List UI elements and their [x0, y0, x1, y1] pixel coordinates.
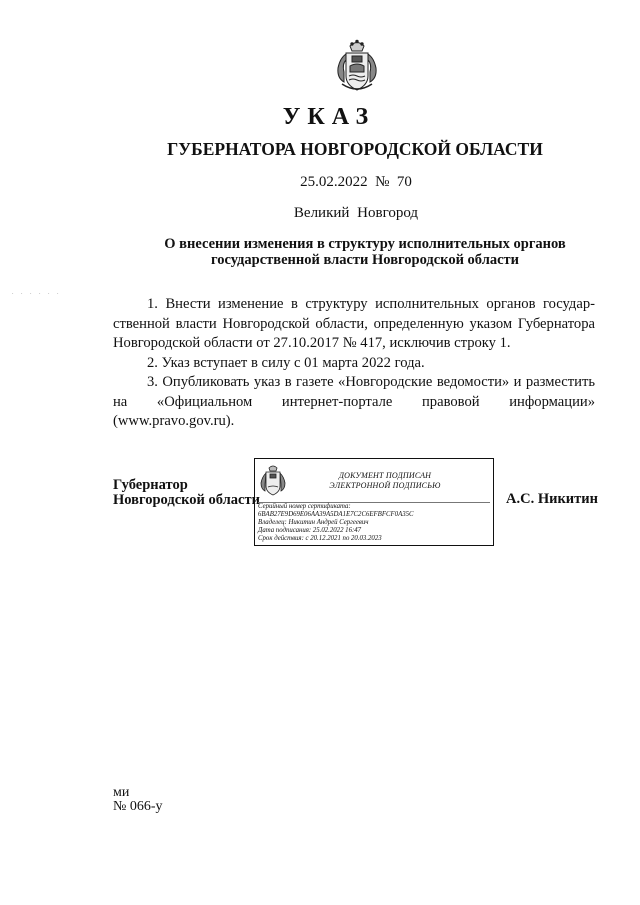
footer-code: № 066-у: [113, 799, 163, 814]
stamp-header-line: ЭЛЕКТРОННОЙ ПОДПИСЬЮ: [329, 481, 441, 490]
heading-line: О внесении изменения в структуру исполнительных органов: [164, 236, 566, 252]
coat-of-arms-emblem: [334, 38, 380, 94]
document-heading: [150, 236, 580, 268]
signer-position-line: Новгородской области: [113, 492, 260, 508]
electronic-signature-stamp: [254, 458, 494, 546]
number-label: №: [375, 174, 390, 190]
stamp-header: [295, 471, 475, 491]
document-body: [113, 295, 595, 432]
paragraph: 3. Опубликовать указ в газете «Новгородские ведомости» и разместить на «Официальном интернет-портале правовой информации» (www.pravo.gov.ru).: [113, 374, 595, 429]
document-date: 25.02.2022: [300, 174, 368, 190]
signer-name: А.С. Никитин: [506, 491, 598, 507]
date-number-line: [0, 174, 640, 191]
stamp-owner: Владелец: Никитин Андрей Сергеевич: [258, 519, 369, 526]
stamp-emblem-icon: [259, 463, 287, 497]
document-place: Великий Новгород: [293, 205, 419, 221]
stamp-header-line: ДОКУМЕНТ ПОДПИСАН: [338, 471, 432, 480]
stamp-serial-label: Серийный номер сертификата:: [258, 503, 351, 510]
heading-line: государственной власти Новгородской области: [211, 252, 519, 268]
margin-marks: . . . . . .: [12, 290, 62, 296]
signer-position-line: Губернатор: [113, 477, 188, 493]
stamp-validity: Срок действия: с 20.12.2021 по 20.03.2023: [258, 535, 382, 542]
footer-initials: ми: [113, 785, 130, 800]
paragraph: 2. Указ вступает в силу с 01 марта 2022 года.: [147, 354, 425, 371]
paragraph: 1. Внести изменение в структуру исполнительных органов государ-ственной власти Новгородской области, определенную указом Губернатора Новгородской области от 27.10.2017 № 417, исключив строку 1.: [113, 296, 595, 351]
signer-position: [113, 478, 260, 508]
footer-reference: [113, 786, 163, 814]
document-title: УКАЗ: [282, 104, 376, 130]
document-subtitle: ГУБЕРНАТОРА НОВГОРОДСКОЙ ОБЛАСТИ: [167, 139, 543, 159]
stamp-serial: 6BAB27E9D69E06AA39A5DA1E7C2C6EFBFCF0A35C: [258, 511, 414, 518]
stamp-sign-date: Дата подписания: 25.02.2022 16:47: [258, 527, 362, 534]
document-number: 70: [396, 174, 412, 190]
